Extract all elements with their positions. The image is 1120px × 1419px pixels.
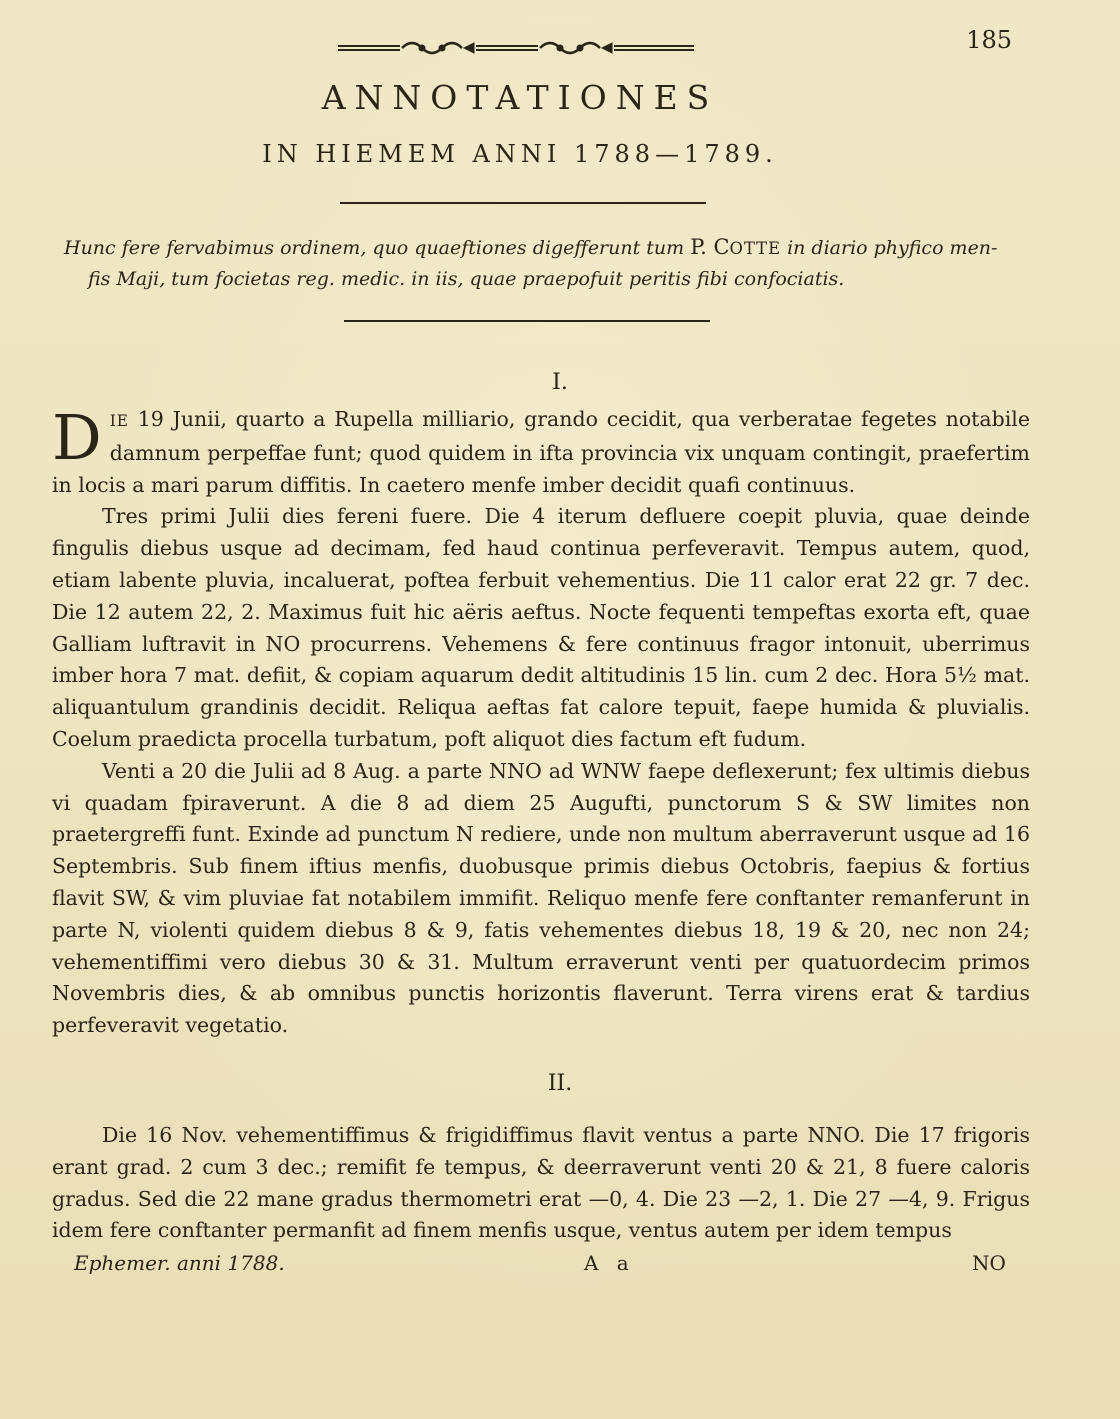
section-2-body	[52, 1120, 1030, 1247]
author-name: P. COTTE	[690, 235, 782, 259]
divider-top	[340, 202, 706, 204]
decorative-ornament-icon	[338, 36, 698, 60]
intro-text-3: fis Maji, tum focietas reg. medic. in iis, quae praepofuit peritis fibi confociatis.	[88, 268, 845, 290]
paragraph-1: DIE 19 Junii, quarto a Rupella milliario, grando cecidit, qua verberatae fegetes notabile damnum perpeffae funt; quod quidem in ifta provincia vix unquam contingit, praefertim in locis a mari parum diffitis. In caetero menfe imber decidit quafi continuus.	[52, 401, 1030, 497]
page-title: ANNOTATIONES	[321, 78, 719, 117]
lead-word: IE	[109, 412, 129, 430]
page-number: 185	[966, 26, 1012, 54]
intro-text-1: Hunc fere fervabimus ordinem, quo quaeftiones digefferunt tum	[64, 237, 685, 259]
footer-signature-mark: A a	[584, 1251, 635, 1275]
page-subtitle: IN HIEMEM ANNI 1788—1789.	[262, 140, 778, 168]
intro-text-2: in diario phyfico men-	[787, 237, 998, 259]
intro-paragraph	[64, 232, 1024, 294]
footer-signature-title: Ephemer. anni 1788.	[74, 1251, 285, 1275]
divider-bottom	[344, 320, 710, 322]
footer-catchword: NO	[972, 1251, 1006, 1275]
section-heading-1: I.	[552, 370, 568, 395]
paragraph-3: Venti a 20 die Julii ad 8 Aug. a parte NNO ad WNW faepe deflexerunt; fex ultimis diebus vi quadam fpiraverunt. A die 8 ad diem 25 Augufti, punctorum S & SW limites non praetergreffi funt. Exinde ad punctum N rediere, unde non multum aberraverunt usque ad 16 Septembris. Sub finem iftius menfis, duobusque primis diebus Octobris, faepius & fortius flavit SW, & vim pluviae fat notabilem immifit. Reliquo menfe fere conftanter remanferunt in parte N, violenti quidem diebus 8 & 9, fatis vehementes diebus 18, 19 & 20, nec non 24; vehementiffimi vero diebus 30 & 31. Multum erraverunt venti per quatuordecim primos Novembris dies, & ab omnibus punctis horizontis flaverunt. Terra virens erat & tardius perfeveravit vegetatio.	[52, 758, 1030, 1038]
paragraph-2: Tres primi Julii dies fereni fuere. Die 4 iterum defluere coepit pluvia, quae deinde fingulis diebus usque ad decimam, fed haud continua perfeveravit. Tempus autem, quod, etiam labente pluvia, incaluerat, poftea ferbuit vehementius. Die 11 calor erat 22 gr. 7 dec. Die 12 autem 22, 2. Maximus fuit hic aëris aeftus. Nocte fequenti tempeftas exorta eft, quae Galliam luftravit in NO procurrens. Vehemens & fere continuus fragor intonuit, uberrimus imber hora 7 mat. defiit, & copiam aquarum dedit altitudinis 15 lin. cum 2 dec. Hora 5½ mat. aliquantulum grandinis decidit. Reliqua aeftas fat calore tepuit, faepe humida & pluvialis. Coelum praedicta procella turbatum, poft aliquot dies factum eft fudum.	[52, 504, 1030, 751]
section-heading-2: II.	[547, 1071, 573, 1096]
paragraph-4: Die 16 Nov. vehementiffimus & frigidiffimus flavit ventus a parte NNO. Die 17 frigoris erant grad. 2 cum 3 dec.; remifit fe tempus, & deerraverunt venti 20 & 21, 8 fuere caloris gradus. Sed die 22 mane gradus thermometri erat —0, 4. Die 23 —2, 1. Die 27 —4, 9. Frigus idem fere conftanter permanfit ad finem menfis usque, ventus autem per idem tempus	[52, 1123, 1030, 1243]
section-1-body	[52, 401, 1030, 1042]
drop-cap: D	[52, 401, 102, 474]
page-footer	[0, 1251, 1120, 1281]
